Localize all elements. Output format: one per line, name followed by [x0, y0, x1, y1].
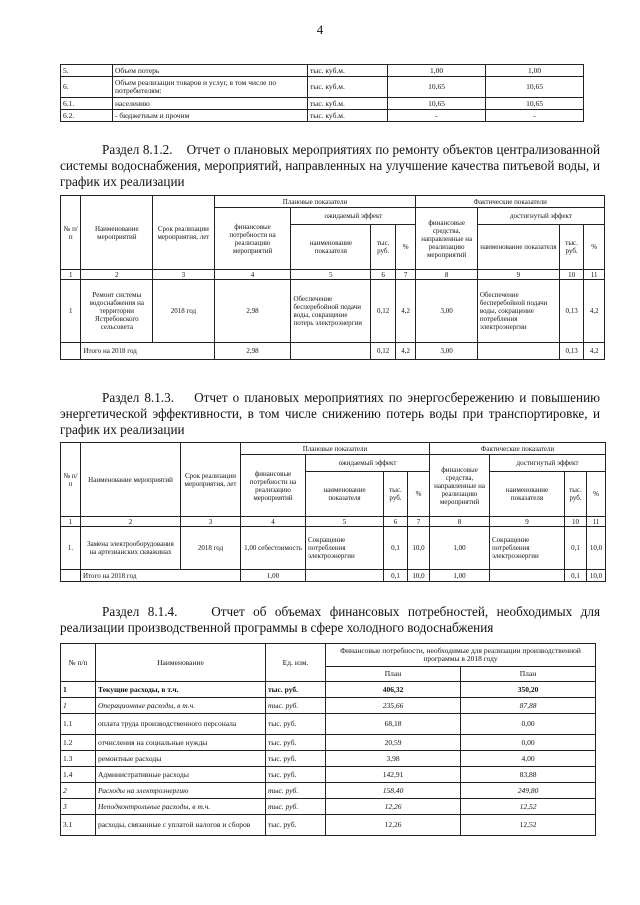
header-number: № п/п: [61, 196, 81, 270]
output-volume-table: [60, 64, 584, 122]
fact-pct: 10,0: [587, 527, 606, 570]
total-row: [61, 570, 606, 582]
header-thousand-rub: тыс. руб.: [565, 472, 587, 517]
column-number: 1: [61, 270, 81, 280]
header-finance-group: Финансовые потребности, необходимые для реализации производственной программы в 2018 году: [326, 644, 596, 667]
row-plan: 3,98: [326, 751, 461, 767]
header-percent: %: [395, 225, 416, 270]
section-814-number: Раздел 8.1.4.: [102, 604, 178, 619]
table-row: [61, 799, 596, 815]
empty-cell: [477, 343, 559, 360]
row-unit: тыс. руб.: [266, 783, 326, 799]
total-fact-finance: 1,00: [430, 570, 490, 582]
measure-row: [61, 280, 605, 343]
row-name: Неподконтрольные расходы, в т.ч.: [96, 799, 266, 815]
repair-measures-body: [61, 196, 605, 360]
section-813-title: Отчет о плановых мероприятиях по энергосбережению и повышению энергетической эффективности, в том числе снижению потерь воды при транспортировке, и график их реализации: [60, 390, 600, 437]
table-row: [61, 65, 584, 77]
finance-needs-table: [60, 643, 596, 836]
row-plan: -: [388, 110, 486, 122]
row-name: ремонтные расходы: [96, 751, 266, 767]
section-812-heading: [60, 142, 600, 190]
table-row: [61, 77, 584, 98]
row-plan: 12,26: [326, 799, 461, 815]
header-plan-group: Плановые показатели: [214, 196, 416, 208]
row-plan: 12,26: [326, 815, 461, 836]
header-row: [61, 443, 606, 455]
row-number: 1: [61, 280, 81, 343]
row-unit: тыс. куб.м.: [308, 98, 388, 110]
row-fact: 350,20: [461, 682, 596, 698]
empty-cell: [291, 343, 371, 360]
row-name: Административные расходы: [96, 767, 266, 783]
row-plan: 10,65: [388, 77, 486, 98]
row-unit: тыс. куб.м.: [308, 65, 388, 77]
row-plan: 10,65: [388, 98, 486, 110]
row-unit: тыс. руб.: [266, 815, 326, 836]
header-achieved-effect: достигнутый эффект: [490, 455, 606, 472]
header-term: Срок реализации мероприятия, лет: [153, 196, 214, 270]
fact-rub: 0,1: [565, 527, 587, 570]
empty-cell: [306, 570, 384, 582]
fact-finance: 3,00: [416, 280, 477, 343]
column-number: 6: [371, 270, 396, 280]
total-plan-rub: 0,12: [371, 343, 396, 360]
row-number: 6.1.: [61, 98, 113, 110]
plan-pct: 4,2: [395, 280, 416, 343]
header-fact-group: Фактические показатели: [416, 196, 605, 208]
column-number: 2: [81, 270, 153, 280]
row-number: 2: [61, 783, 96, 799]
measure-term: 2018 год: [181, 527, 241, 570]
column-number: 9: [490, 517, 565, 527]
total-fact-pct: 4,2: [584, 343, 605, 360]
column-number: 5: [291, 270, 371, 280]
header-number: № п/п: [61, 443, 81, 517]
fact-effect: Сокращение потребления электроэнергии: [490, 527, 565, 570]
header-fact-group: Фактические показатели: [430, 443, 606, 455]
row-plan: 20,59: [326, 735, 461, 751]
row-number: 3: [61, 799, 96, 815]
fact-finance: 1,00: [430, 527, 490, 570]
header-achieved-effect: достигнутый эффект: [477, 208, 604, 225]
row-name: расходы, связанные с уплатой налогов и сборов: [96, 815, 266, 836]
table-row: [61, 714, 596, 735]
header-indicator: наименование показателя: [291, 225, 371, 270]
row-number: 1.3: [61, 751, 96, 767]
total-fact-rub: 0,1: [565, 570, 587, 582]
plan-finance: 1,00 себестоимость: [241, 527, 306, 570]
row-plan: 235,66: [326, 698, 461, 714]
row-unit: тыс. куб.м.: [308, 110, 388, 122]
row-name: Расходы на электроэнергию: [96, 783, 266, 799]
row-name: Операционные расходы, в т.ч.: [96, 698, 266, 714]
row-unit: тыс. руб.: [266, 799, 326, 815]
row-fact: 1,00: [486, 65, 584, 77]
section-813-number: Раздел 8.1.3.: [102, 390, 174, 405]
row-unit: тыс. куб.м.: [308, 77, 388, 98]
row-fact: 87,88: [461, 698, 596, 714]
plan-finance: 2,98: [214, 280, 291, 343]
plan-effect: Обеспечение бесперебойной подачи воды, сокращение потерь электроэнергии: [291, 280, 371, 343]
section-814-title: Отчет об объемах финансовых потребностей, необходимых для реализации производственной программы в сфере холодного водоснабжения: [60, 604, 601, 635]
row-number: 5.: [61, 65, 113, 77]
column-number: 7: [408, 517, 430, 527]
column-number: 8: [416, 270, 477, 280]
fact-rub: 0,13: [559, 280, 584, 343]
row-plan: 158,40: [326, 783, 461, 799]
column-number: 3: [153, 270, 214, 280]
row-unit: тыс. руб.: [266, 751, 326, 767]
section-812-number: Раздел 8.1.2.: [102, 142, 173, 157]
total-plan-rub: 0,1: [384, 570, 408, 582]
row-fact: 12,52: [461, 799, 596, 815]
header-indicator: наименование показателя: [490, 472, 565, 517]
header-percent: %: [584, 225, 605, 270]
row-unit: тыс. руб.: [266, 698, 326, 714]
energy-measures-table: [60, 442, 606, 582]
row-unit: тыс. руб.: [266, 682, 326, 698]
total-fact-rub: 0,13: [559, 343, 584, 360]
row-unit: тыс. руб.: [266, 714, 326, 735]
plan-rub: 0,1: [384, 527, 408, 570]
fact-effect: Обеспечение бесперебойной подачи воды, сокращение потребления электроэнергии: [477, 280, 559, 343]
row-name: населению: [113, 98, 308, 110]
row-name: Объем реализации товаров и услуг, в том числе по потребителям:: [113, 77, 308, 98]
header-plan-finance: финансовые потребности на реализацию мероприятий: [241, 455, 306, 517]
header-expected-effect: ожидаемый эффект: [291, 208, 416, 225]
measure-term: 2018 год: [153, 280, 214, 343]
header-percent: %: [408, 472, 430, 517]
column-number: 1: [61, 517, 81, 527]
header-thousand-rub: тыс. руб.: [371, 225, 396, 270]
row-fact: 10,65: [486, 77, 584, 98]
row-plan: 68,18: [326, 714, 461, 735]
column-number: 6: [384, 517, 408, 527]
repair-measures-table: [60, 195, 605, 360]
column-number: 7: [395, 270, 416, 280]
header-fact-finance: финансовые средства, направленные на реализацию мероприятий: [416, 208, 477, 270]
page-number: 4: [316, 22, 324, 37]
measure-name: Ремонт системы водоснабжения на территории Ястребовского сельсовета: [81, 280, 153, 343]
row-plan: 1,00: [388, 65, 486, 77]
row-fact: 0,00: [461, 735, 596, 751]
table-row: [61, 815, 596, 836]
total-fact-pct: 10,0: [587, 570, 606, 582]
column-number: 2: [81, 517, 181, 527]
row-plan: 406,32: [326, 682, 461, 698]
column-number: 10: [559, 270, 584, 280]
row-number: 1.1: [61, 714, 96, 735]
table-row: [61, 698, 596, 714]
section-814-heading: [60, 604, 600, 636]
row-name: оплата труда производственного персонала: [96, 714, 266, 735]
section-812-title: Отчет о плановых мероприятиях по ремонту объектов централизованной системы водоснабжения, мероприятий, направленных на улучшение качества питьевой воды, и график их реализации: [60, 142, 601, 189]
row-fact: -: [486, 110, 584, 122]
header-plan-finance: финансовые потребности на реализацию мероприятий: [214, 208, 291, 270]
fact-pct: 4,2: [584, 280, 605, 343]
column-number-row: [61, 517, 606, 527]
header-name: Наименование мероприятий: [81, 196, 153, 270]
total-plan-pct: 4,2: [395, 343, 416, 360]
header-plan-group: Плановые показатели: [241, 443, 430, 455]
row-unit: тыс. руб.: [266, 735, 326, 751]
output-volume-body: [61, 65, 584, 122]
header-name: Наименование мероприятий: [81, 443, 181, 517]
empty-cell: [490, 570, 565, 582]
header-thousand-rub: тыс. руб.: [559, 225, 584, 270]
empty-cell: [61, 343, 81, 360]
row-number: 1.4: [61, 767, 96, 783]
total-plan-pct: 10,0: [408, 570, 430, 582]
table-row: [61, 110, 584, 122]
row-fact: 10,65: [486, 98, 584, 110]
row-number: 6.2.: [61, 110, 113, 122]
header-indicator: наименование показателя: [477, 225, 559, 270]
row-number: 1.2: [61, 735, 96, 751]
table-row: [61, 767, 596, 783]
row-fact: 0,00: [461, 714, 596, 735]
header-row: [61, 644, 596, 667]
total-plan-finance: 2,98: [214, 343, 291, 360]
column-number: 10: [565, 517, 587, 527]
header-fact-finance: финансовые средства, направленные на реализацию мероприятий: [430, 455, 490, 517]
row-number: 1: [61, 698, 96, 714]
row-number: 1: [61, 682, 96, 698]
table-row: [61, 783, 596, 799]
total-label: Итого на 2018 год: [81, 343, 214, 360]
header-unit: Ед. изм.: [266, 644, 326, 682]
row-fact: 12,52: [461, 815, 596, 836]
header-plan: План: [326, 667, 461, 682]
empty-cell: [61, 570, 81, 582]
column-number: 11: [587, 517, 606, 527]
header-term: Срок реализации мероприятия, лет: [181, 443, 241, 517]
column-number: 4: [241, 517, 306, 527]
total-plan-finance: 1,00: [241, 570, 306, 582]
energy-measures-body: [61, 443, 606, 582]
column-number: 9: [477, 270, 559, 280]
header-name: Наименование: [96, 644, 266, 682]
row-name: Текущие расходы, в т.ч.: [96, 682, 266, 698]
row-number: 1.: [61, 527, 81, 570]
table-row: [61, 98, 584, 110]
column-number: 3: [181, 517, 241, 527]
column-number-row: [61, 270, 605, 280]
header-row: [61, 196, 605, 208]
total-label: Итого на 2018 год: [81, 570, 241, 582]
row-name: отчисления на социальные нужды: [96, 735, 266, 751]
total-fact-finance: 3,00: [416, 343, 477, 360]
table-row: [61, 682, 596, 698]
column-number: 5: [306, 517, 384, 527]
header-plan-2: План: [461, 667, 596, 682]
plan-pct: 10,0: [408, 527, 430, 570]
plan-rub: 0,12: [371, 280, 396, 343]
row-fact: 249,80: [461, 783, 596, 799]
row-name: Объем потерь: [113, 65, 308, 77]
total-row: [61, 343, 605, 360]
table-row: [61, 735, 596, 751]
measure-name: Замена электрооборудования на артезианских скважинах: [81, 527, 181, 570]
column-number: 8: [430, 517, 490, 527]
row-name: - бюджетным и прочим: [113, 110, 308, 122]
row-plan: 142,91: [326, 767, 461, 783]
measure-row: [61, 527, 606, 570]
header-number: № п/п: [61, 644, 96, 682]
row-number: 3.1: [61, 815, 96, 836]
plan-effect: Сокращение потребления электроэнергии: [306, 527, 384, 570]
row-fact: 83,88: [461, 767, 596, 783]
column-number: 4: [214, 270, 291, 280]
finance-needs-body: [61, 644, 596, 836]
column-number: 11: [584, 270, 605, 280]
row-number: 6.: [61, 77, 113, 98]
header-indicator: наименование показателя: [306, 472, 384, 517]
header-percent: %: [587, 472, 606, 517]
header-expected-effect: ожидаемый эффект: [306, 455, 430, 472]
row-unit: тыс. руб.: [266, 767, 326, 783]
table-row: [61, 751, 596, 767]
row-fact: 4,00: [461, 751, 596, 767]
header-thousand-rub: тыс. руб.: [384, 472, 408, 517]
section-813-heading: [60, 390, 600, 438]
